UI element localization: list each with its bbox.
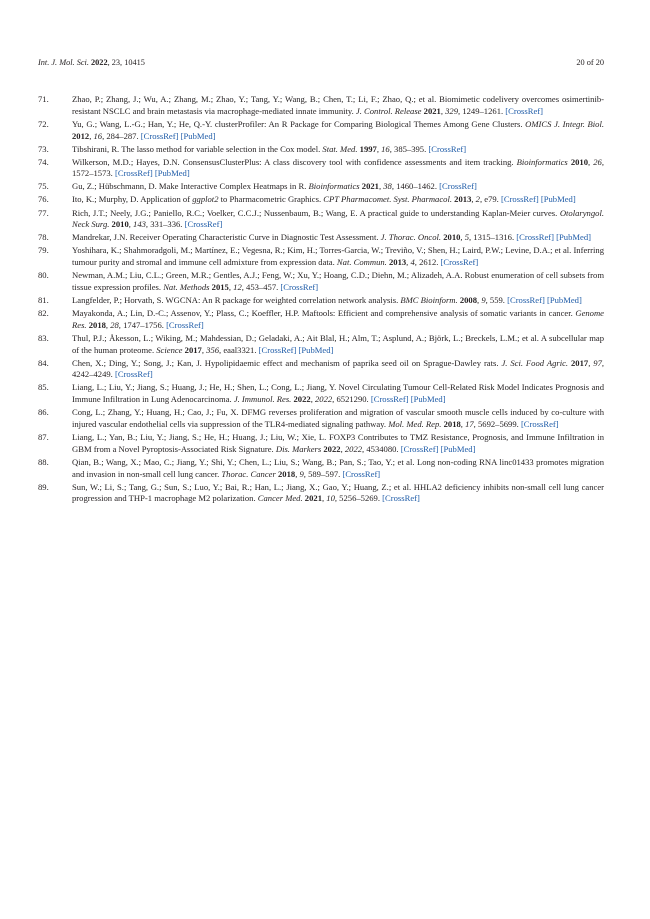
- reference-italic-text: Otolaryngol. Neck Surg.: [72, 207, 604, 230]
- reference-text: Liang, L.; Yan, B.; Liu, Y.; Jiang, S.; He, H.; Huang, J.; Liu, W.; Xie, L. FOXP3 Contributes to TMZ Resistance, Prognosis, and Immune Infiltration in GBM from a Novel Pyroptosis-Associated Risk Signature.: [72, 432, 604, 454]
- volume-article: , 23, 10415: [107, 58, 145, 67]
- pubmed-link[interactable]: [PubMed]: [546, 294, 582, 305]
- reference-number: 79.: [38, 245, 49, 256]
- reference-text: Tibshirani, R. The lasso method for variable selection in the Cox model.: [72, 143, 323, 154]
- reference-italic-text: 16: [381, 143, 390, 154]
- reference-italic-text: J. Control. Release: [355, 105, 422, 116]
- reference-year: 2012: [72, 130, 90, 141]
- reference-text: ,: [588, 357, 594, 368]
- reference-italic-text: 16: [93, 130, 103, 141]
- reference-text: Rich, J.T.; Neely, J.G.; Paniello, R.C.; Voelker, C.C.J.; Nussenbaum, B.; Wang, E. A practical guide to understanding Kaplan-Meier curves.: [72, 207, 560, 218]
- reference-italic-text: 5: [464, 232, 469, 243]
- crossref-link[interactable]: [CrossRef]: [505, 105, 543, 116]
- reference-year: 2008: [459, 294, 478, 305]
- reference-italic-text: Mol. Med. Rep.: [388, 418, 442, 429]
- reference-text: , 5692–5699.: [473, 418, 521, 429]
- reference-italic-text: ggplot2: [192, 194, 219, 205]
- reference-italic-text: Dis. Markers: [275, 443, 322, 454]
- reference-number: 78.: [38, 232, 49, 243]
- reference-text: , eaal3321.: [219, 344, 259, 355]
- reference-italic-text: J. Thorac. Oncol.: [380, 232, 442, 243]
- reference-text: ,: [228, 281, 234, 292]
- reference-text: ,: [310, 394, 315, 405]
- crossref-link[interactable]: [CrossRef]: [500, 194, 539, 205]
- reference-italic-text: Stat. Med.: [322, 143, 358, 154]
- reference-text: ,: [128, 219, 134, 230]
- reference-italic-text: Genome Res.: [72, 308, 604, 330]
- reference-italic-text: J. Sci. Food Agric.: [501, 357, 569, 368]
- reference-number: 77.: [38, 207, 49, 218]
- reference-italic-text: Bioinformatics: [308, 181, 360, 192]
- reference-text: , 589–597.: [303, 468, 343, 479]
- reference-number: 72.: [38, 118, 49, 129]
- reference-italic-text: CPT Pharmacomet. Syst. Pharmacol.: [323, 194, 453, 205]
- reference-item: [38, 457, 604, 481]
- reference-text: ,: [321, 493, 327, 504]
- reference-text: ,: [295, 468, 300, 479]
- reference-item: [38, 432, 604, 456]
- reference-italic-text: 12: [233, 281, 242, 292]
- running-head: [38, 58, 145, 67]
- reference-italic-text: 4: [410, 257, 415, 268]
- reference-text: Ito, K.; Murphy, D. Application of: [72, 194, 193, 205]
- crossref-link[interactable]: [CrossRef]: [516, 232, 554, 243]
- reference-number: 74.: [38, 156, 49, 167]
- reference-italic-text: 2022: [344, 443, 363, 454]
- reference-italic-text: 28: [110, 319, 119, 330]
- reference-text: , 1315–1316.: [469, 232, 517, 243]
- pubmed-link[interactable]: [PubMed]: [540, 194, 576, 205]
- reference-number: 76.: [38, 194, 49, 205]
- reference-item: [38, 119, 604, 143]
- reference-text: Zhao, P.; Zhang, J.; Wu, A.; Zhang, M.; Zhao, Y.; Tang, Y.; Wang, B.; Chen, T.; Li, F.; Zhao, Q.; et al. Biomimetic codelivery overcomes osimertinib-resistant NSCLC and brain metastasis via macrophage-mediated innate immunity.: [72, 94, 604, 116]
- reference-text: , 4242–4249.: [72, 357, 605, 380]
- reference-text: , 6521290.: [332, 394, 371, 405]
- reference-text: , e79.: [479, 194, 501, 205]
- crossref-link[interactable]: [CrossRef]: [370, 394, 409, 405]
- reference-item: [38, 382, 604, 406]
- pubmed-link[interactable]: [PubMed]: [154, 168, 190, 179]
- reference-text: , 385–395.: [389, 143, 429, 154]
- page-header: [38, 58, 604, 70]
- reference-italic-text: 38: [383, 181, 392, 192]
- pubmed-link[interactable]: [PubMed]: [440, 443, 476, 454]
- reference-item: [38, 295, 604, 307]
- reference-year: 2013: [454, 194, 472, 205]
- reference-number: 73.: [38, 143, 49, 154]
- pubmed-link[interactable]: [PubMed]: [410, 394, 446, 405]
- reference-year: 2018: [278, 468, 296, 479]
- reference-text: , 4534080.: [362, 443, 401, 454]
- crossref-link[interactable]: [CrossRef]: [520, 418, 559, 429]
- reference-item: [38, 208, 604, 232]
- crossref-link[interactable]: [CrossRef]: [507, 294, 545, 305]
- reference-italic-text: Bioinformatics: [516, 156, 568, 167]
- reference-italic-text: Nat. Methods: [163, 281, 210, 292]
- reference-text: Liang, L.; Liu, Y.; Jiang, S.; Huang, J.; He, H.; Shen, L.; Cong, L.; Jiang, Y. Novel Circulating Tumour Cell-Related Risk Model Indicates Prognosis and Immune Infiltration in Lung Adenocarcinoma.: [72, 382, 604, 405]
- reference-number: 89.: [38, 481, 49, 492]
- reference-item: [38, 157, 604, 181]
- reference-text: ,: [460, 232, 465, 243]
- reference-number: 87.: [38, 432, 49, 442]
- reference-item: [38, 308, 604, 332]
- reference-item: [38, 333, 604, 357]
- reference-italic-text: 10: [326, 493, 335, 504]
- reference-number: 83.: [38, 332, 49, 343]
- reference-italic-text: Science: [156, 344, 183, 355]
- reference-text: Mandrekar, J.N. Receiver Operating Characteristic Curve in Diagnostic Test Assessment.: [72, 232, 381, 243]
- reference-year: 2018: [88, 319, 106, 330]
- reference-item: [38, 358, 604, 382]
- reference-text: ,: [201, 344, 207, 355]
- reference-text: Yu, G.; Wang, L.-G.; Han, Y.; He, Q.-Y. clusterProfiler: An R Package for Comparing Biological Themes Among Gene Clusters.: [72, 118, 526, 129]
- crossref-link[interactable]: [CrossRef]: [439, 181, 477, 192]
- reference-italic-text: 9: [299, 468, 304, 479]
- reference-text: ,: [471, 194, 476, 205]
- reference-text: ,: [378, 181, 384, 192]
- reference-year: 2010: [111, 219, 129, 230]
- pubmed-link[interactable]: [PubMed]: [180, 130, 216, 141]
- reference-year: 2018: [443, 418, 461, 429]
- reference-italic-text: 17: [465, 418, 474, 429]
- reference-italic-text: 2: [475, 194, 480, 205]
- reference-text: ,: [406, 257, 411, 268]
- reference-year: 2013: [388, 257, 407, 268]
- reference-text: Gu, Z.; Hübschmann, D. Make Interactive Complex Heatmaps in R.: [72, 181, 309, 192]
- reference-number: 80.: [38, 270, 49, 281]
- reference-text: , 1747–1756.: [118, 319, 167, 330]
- reference-text: ,: [460, 418, 466, 429]
- pubmed-link[interactable]: [PubMed]: [556, 232, 591, 243]
- reference-number: 84.: [38, 357, 49, 368]
- reference-italic-text: Nat. Commun.: [336, 257, 387, 268]
- reference-text: Mayakonda, A.; Lin, D.-C.; Assenov, Y.; Plass, C.; Koeffler, H.P. Maftools: Efficient and comprehensive analysis of somatic variants in cancer.: [72, 308, 576, 319]
- reference-text: ,: [588, 156, 594, 167]
- crossref-link[interactable]: [CrossRef]: [342, 468, 381, 479]
- reference-text: ,: [440, 105, 446, 116]
- reference-text: to Pharmacometric Graphics.: [218, 194, 324, 205]
- journal-year: 2022: [91, 58, 108, 67]
- reference-text: ,: [340, 443, 345, 454]
- reference-year: 2015: [211, 281, 229, 292]
- reference-text: Sun, W.; Li, S.; Tang, G.; Sun, S.; Luo, Y.; Bai, R.; Han, L.; Jiang, X.; Gao, Y.; Huang, Z.; et al. HHLA2 deficiency inhibits non-small cell lung cancer progression and THP-1 macrophage M2 polarization.: [72, 481, 604, 504]
- reference-year: 2021: [361, 181, 379, 192]
- reference-italic-text: 26: [593, 156, 602, 167]
- reference-year: 2022: [323, 443, 341, 454]
- reference-number: 75.: [38, 181, 49, 192]
- reference-number: 86.: [38, 407, 49, 418]
- reference-italic-text: Cancer Med.: [257, 493, 303, 504]
- reference-item: [38, 482, 604, 506]
- reference-text: ,: [376, 143, 382, 154]
- reference-text: Yoshihara, K.; Shahmoradgoli, M.; Martínez, E.; Vegesna, R.; Kim, H.; Torres-Garcia, W.; Treviño, V.; Shen, H.; Laird, P.W.; Levine, D.A.; et al. Inferring tumour purity and stromal and immune cell admixture from expression data.: [72, 245, 604, 268]
- reference-text: Thul, P.J.; Åkesson, L.; Wiking, M.; Mahdessian, D.; Geladaki, A.; Ait Blal, H.; Alm, T.; Asplund, A.; Björk, L.; Breckels, L.M.; et al. A subcellular map of the human proteome.: [72, 332, 604, 355]
- reference-year: 2017: [571, 357, 589, 368]
- reference-text: , 284–287.: [102, 130, 141, 141]
- reference-text: , 1572–1573.: [72, 156, 604, 179]
- crossref-link[interactable]: [CrossRef]: [400, 443, 439, 454]
- reference-text: , 2612.: [414, 257, 441, 268]
- reference-year: 2010: [570, 156, 589, 167]
- reference-number: 81.: [38, 294, 49, 305]
- reference-number: 88.: [38, 456, 49, 467]
- crossref-link[interactable]: [CrossRef]: [382, 493, 420, 504]
- reference-text: Wilkerson, M.D.; Hayes, D.N. ConsensusClusterPlus: A class discovery tool with confidence assessments and item tracking.: [72, 156, 517, 167]
- reference-year: 2017: [184, 344, 202, 355]
- reference-year: 2022: [293, 394, 311, 405]
- reference-list: [38, 94, 604, 506]
- reference-italic-text: 9: [481, 294, 486, 305]
- reference-italic-text: 2022: [314, 394, 333, 405]
- reference-text: , 1249–1261.: [458, 105, 506, 116]
- crossref-link[interactable]: [CrossRef]: [184, 219, 223, 230]
- reference-italic-text: 329: [445, 105, 459, 116]
- reference-year: 2021: [423, 105, 441, 116]
- reference-text: ,: [477, 294, 482, 305]
- reference-year: 2021: [304, 493, 322, 504]
- reference-italic-text: 143: [133, 219, 146, 230]
- reference-number: 82.: [38, 308, 49, 319]
- reference-italic-text: J. Immunol. Res.: [233, 394, 292, 405]
- reference-item: [38, 407, 604, 431]
- reference-text: , 5256–5269.: [334, 493, 383, 504]
- reference-item: [38, 181, 604, 193]
- reference-text: , 453–457.: [241, 281, 281, 292]
- crossref-link[interactable]: [CrossRef]: [140, 130, 179, 141]
- reference-italic-text: Thorac. Cancer: [221, 468, 276, 479]
- reference-text: ,: [89, 130, 94, 141]
- reference-item: [38, 270, 604, 294]
- crossref-link[interactable]: [CrossRef]: [114, 369, 153, 380]
- reference-text: , 331–336.: [145, 219, 185, 230]
- reference-item: [38, 232, 604, 244]
- reference-italic-text: BMC Bioinform.: [400, 294, 458, 305]
- reference-italic-text: 97: [593, 357, 602, 368]
- reference-item: [38, 194, 604, 206]
- crossref-link[interactable]: [CrossRef]: [166, 319, 204, 330]
- journal-name: Int. J. Mol. Sci.: [38, 58, 89, 67]
- reference-text: , 1460–1462.: [391, 181, 440, 192]
- reference-text: Newman, A.M.; Liu, C.L.; Green, M.R.; Gentles, A.J.; Feng, W.; Xu, Y.; Hoang, C.D.; Diehn, M.; Alizadeh, A.A. Robust enumeration of cell subsets from tissue expression profiles.: [72, 270, 604, 292]
- reference-year: 1997: [359, 143, 377, 154]
- reference-text: , 559.: [485, 294, 508, 305]
- reference-text: Qian, B.; Wang, X.; Mao, C.; Jiang, Y.; Shi, Y.; Chen, L.; Liu, S.; Wang, B.; Pan, S.; Tao, Y.; et al. Long non-coding RNA linc01433 promotes migration and invasion in non-small cell lung cancer.: [72, 456, 604, 479]
- reference-item: [38, 94, 604, 118]
- crossref-link[interactable]: [CrossRef]: [258, 344, 297, 355]
- crossref-link[interactable]: [CrossRef]: [440, 257, 479, 268]
- page-number: 20 of 20: [576, 58, 604, 67]
- reference-year: 2010: [443, 232, 461, 243]
- reference-number: 71.: [38, 94, 49, 104]
- crossref-link[interactable]: [CrossRef]: [428, 143, 467, 154]
- reference-text: Langfelder, P.; Horvath, S. WGCNA: An R package for weighted correlation network analysis.: [72, 294, 401, 305]
- reference-item: [38, 144, 604, 156]
- reference-italic-text: OMICS J. Integr. Biol.: [525, 118, 604, 129]
- reference-text: ,: [105, 319, 111, 330]
- reference-italic-text: 356: [206, 344, 220, 355]
- crossref-link[interactable]: [CrossRef]: [114, 168, 153, 179]
- reference-text: Chen, X.; Ding, Y.; Song, J.; Kan, J. Hypolipidaemic effect and mechanism of paprika seed oil on Sprague-Dawley rats.: [72, 357, 502, 368]
- reference-item: [38, 245, 604, 269]
- reference-text: Cong, L.; Zhang, Y.; Huang, H.; Cao, J.; Fu, X. DFMG reverses proliferation and migration of vascular smooth muscle cells induced by co-culture with injured vascular endothelial cells via suppression of the TLR4-mediated signaling pathway.: [72, 407, 604, 429]
- pubmed-link[interactable]: [PubMed]: [298, 344, 334, 355]
- reference-number: 85.: [38, 382, 49, 393]
- crossref-link[interactable]: [CrossRef]: [280, 281, 319, 292]
